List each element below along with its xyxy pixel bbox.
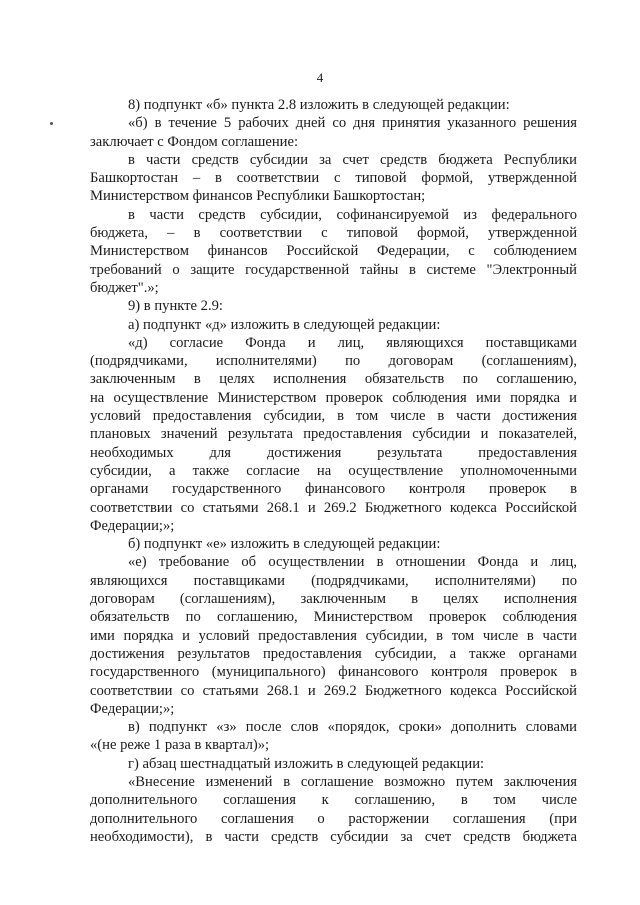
text-line: 9) в пункте 2.9: [128, 298, 223, 315]
text-line: условий предоставления субсидии, в том числе в части достижения [90, 408, 577, 425]
page-number: 4 [316, 70, 324, 85]
text-line: органами государственного финансового контроля проверок в [90, 481, 577, 498]
text-line: на осуществление Министерством проверок соблюдения ими порядка и [90, 389, 577, 406]
scan-mark [50, 122, 53, 125]
text-line: являющихся поставщиками (подрядчиками, исполнителями) по [90, 572, 577, 589]
text-line: субсидии, а также согласие на осуществление уполномоченными [90, 462, 577, 479]
text-line: заключенным в целях исполнения обязательств по соглашению, [90, 371, 577, 388]
text-line: соответствии со статьями 268.1 и 269.2 Бюджетного кодекса Российской [90, 682, 577, 699]
text-line: в части средств субсидии за счет средств бюджета Республики [128, 151, 577, 168]
text-line: Башкортостан – в соответствии с типовой формой, утвержденной [90, 170, 577, 187]
text-line: договорам (соглашениям), заключенным в целях исполнения [90, 591, 577, 608]
text-line: (подрядчиками, исполнителями) по договорам (соглашениям), [90, 353, 577, 370]
text-line: Министерством финансов Республики Башкортостан; [90, 188, 426, 205]
text-line: бюджета, – в соответствии с типовой формой, утвержденной [90, 225, 577, 242]
text-line: в части средств субсидии, софинансируемой из федерального [128, 206, 577, 223]
text-line: «б) в течение 5 рабочих дней со дня принятия указанного решения [128, 115, 577, 132]
text-line: необходимости), в части средств субсидии за счет средств бюджета [90, 828, 577, 845]
text-line: «(не реже 1 раза в квартал)»; [90, 737, 270, 754]
text-line: Министерством финансов Российской Федерации, с соблюдением [90, 243, 577, 260]
text-line: б) подпункт «е» изложить в следующей редакции: [128, 536, 441, 553]
text-line: в) подпункт «з» после слов «порядок, сроки» дополнить словами [128, 719, 577, 736]
text-line: а) подпункт «д» изложить в следующей редакции: [128, 316, 441, 333]
text-line: дополнительного соглашения о расторжении соглашения (при [90, 810, 577, 827]
document-body [90, 96, 577, 846]
text-line: бюджет".»; [90, 279, 159, 296]
text-line: необходимых для достижения результата предоставления [90, 444, 577, 461]
text-line: г) абзац шестнадцатый изложить в следующей редакции: [128, 755, 485, 772]
text-line: ими порядка и условий предоставления субсидии, в том числе в части [90, 627, 577, 644]
text-line: «е) требование об осуществлении в отношении Фонда и лиц, [128, 554, 577, 571]
text-line: соответствии со статьями 268.1 и 269.2 Бюджетного кодекса Российской [90, 499, 577, 516]
text-line: требований о защите государственной тайны в системе "Электронный [90, 261, 577, 278]
text-line: Федерации;»; [90, 517, 175, 534]
text-line: государственного (муниципального) финансового контроля проверок в [90, 664, 577, 681]
text-line: заключает с Фондом соглашение: [90, 133, 299, 150]
text-line: Федерации;»; [90, 700, 175, 717]
text-line: дополнительного соглашения к соглашению, в том числе [90, 792, 577, 809]
text-line: плановых значений результата предоставления субсидии и показателей, [90, 426, 577, 443]
text-line: «д) согласие Фонда и лиц, являющихся поставщиками [128, 334, 577, 351]
text-line: достижения результатов предоставления субсидии, а также органами [90, 645, 577, 662]
text-line: «Внесение изменений в соглашение возможно путем заключения [128, 773, 577, 790]
text-line: 8) подпункт «б» пункта 2.8 изложить в следующей редакции: [128, 97, 510, 113]
text-line: обязательств по соглашению, Министерством проверок соблюдения [90, 609, 577, 626]
